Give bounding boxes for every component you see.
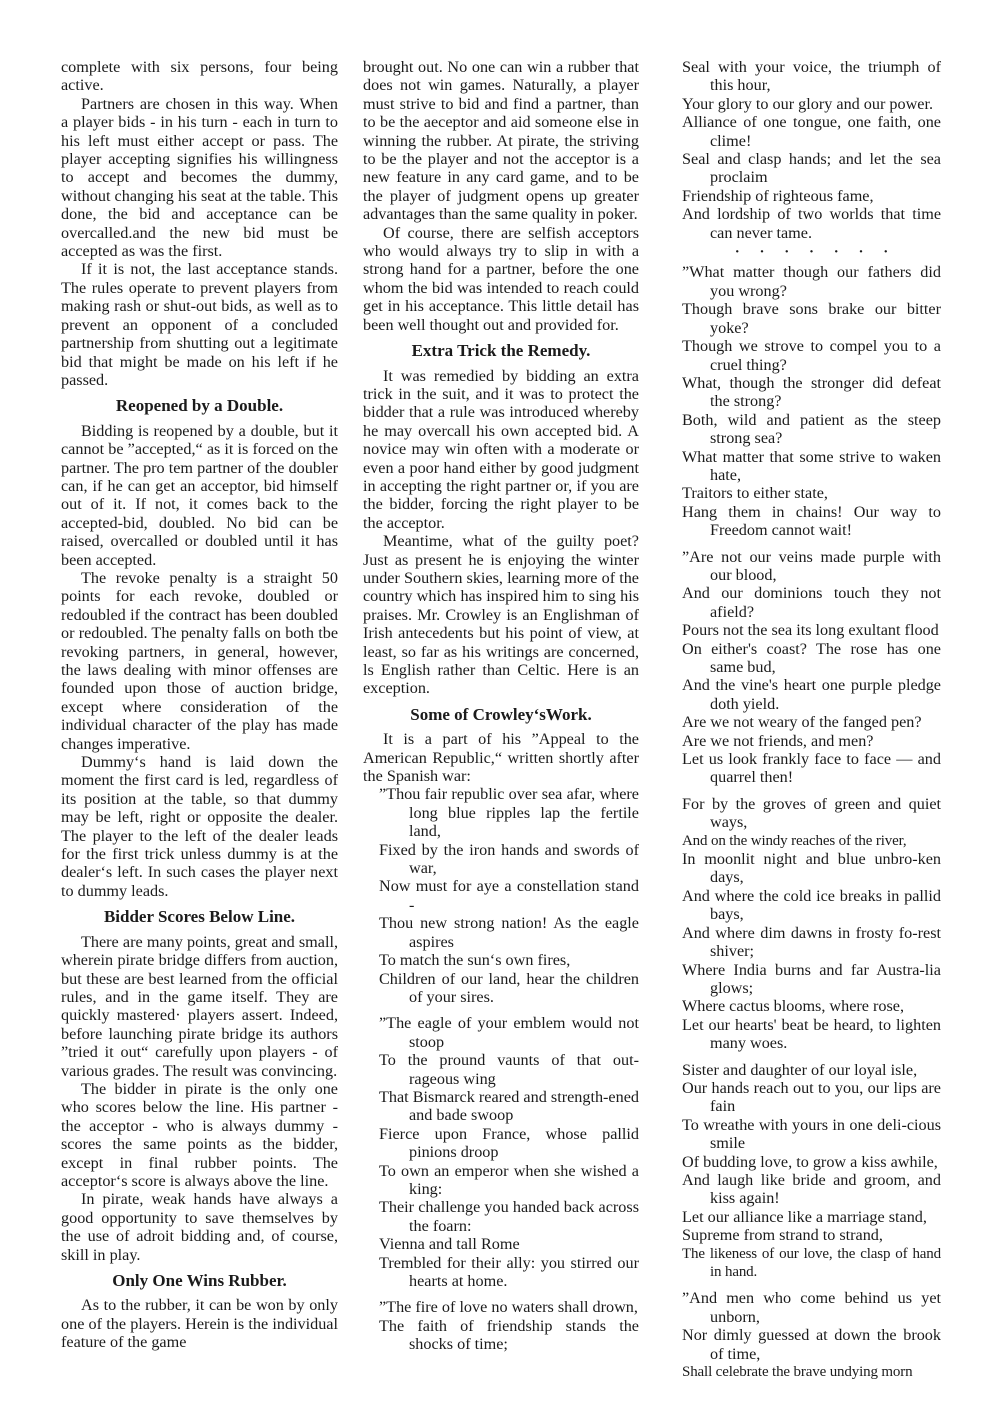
verse-line: ”Are not our veins made purple with our blood, [682, 547, 941, 584]
section-heading: Bidder Scores Below Line. [103, 907, 296, 927]
verse-line: The likeness of our love, the clasp of hand in hand. [682, 1245, 941, 1280]
dots-separator: · · · · · · · [734, 244, 889, 261]
verse-line: Now must for aye a constellation stand - [379, 877, 639, 914]
paragraph: It is a part of his ”Appeal to the American Republic,“ written shortly after the Spanish war: [363, 730, 639, 786]
section-heading: Some of Crowley‘sWork. [410, 704, 592, 724]
verse-line: To the pround vaunts of that out-rageous wing [379, 1051, 639, 1088]
verse-line: Nor dimly guessed at down the brook of time, [682, 1326, 941, 1363]
verse-line: To own an emperor when she wished a king: [379, 1161, 639, 1198]
paragraph: If it is not, the last acceptance stands. The rules operate to prevent players from making rash or shut-out bids, as well as to prevent an opponent of a concluded partnership from shutting out a legitimate bid that might be made on his left if he passed. [61, 260, 338, 389]
verse-line: Are we not weary of the fanged pen? [682, 713, 922, 732]
verse-line: Vienna and tall Rome [379, 1235, 520, 1254]
verse-line: Shall celebrate the brave undying morn [682, 1364, 913, 1381]
verse-line: Thou new strong nation! As the eagle aspires [379, 914, 639, 951]
verse-line: And our dominions touch they not afield? [682, 584, 941, 621]
verse-line: Hang them in chains! Our way to Freedom cannot wait! [682, 502, 941, 540]
verse-line: Our hands reach out to you, our lips are fain [682, 1078, 941, 1116]
paragraph: Dummy‘s hand is laid down the moment the first card is led, regardless of its position at the table, so that dummy may be left, right or opposite the dealer. The player to the left of the dealer leads for the first trick unless dummy is at the dealer‘s left. In such cases the player next to dummy leads. [61, 753, 338, 900]
verse-stanza [682, 1289, 941, 1381]
verse-line: For by the groves of green and quiet ways, [682, 794, 941, 832]
paragraph: Meantime, what of the guilty poet? Just as present he is enjoying the winter under Southern skies, learning more of the country which has inspired him to sing his praises. Mr. Crowley is an Englishman of Irish antecedents but his point of view, at least, so far as his writings are concerned, ls English rather than Celtic. Here is an exception. [363, 532, 639, 698]
verse-line: And laugh like bride and groom, and kiss again! [682, 1170, 941, 1208]
verse-line: And lordship of two worlds that time can never tame. [682, 205, 941, 242]
section-heading: Only One Wins Rubber. [112, 1271, 287, 1290]
verse-line: That Bismarck reared and strength-ened and bade swoop [379, 1087, 639, 1125]
verse-line: Though we strove to compel you to a cruel thing? [682, 337, 941, 374]
verse-line: Let our hearts' beat be heard, to lighten many woes. [682, 1015, 941, 1053]
verse-stanza [682, 548, 941, 787]
verse-stanza [682, 1061, 941, 1282]
verse-line: Seal and clasp hands; and let the sea proclaim [682, 150, 941, 187]
verse-line: Fixed by the iron hands and swords of war, [379, 840, 639, 878]
verse-line: Fierce upon France, whose pallid pinions droop [379, 1124, 639, 1162]
verse-stanza [363, 1014, 639, 1290]
verse-line: Let our alliance like a marriage stand, [682, 1207, 927, 1226]
verse-line: The faith of friendship stands the shocks of time; [379, 1316, 639, 1354]
paragraph: complete with six persons, four being active. [61, 58, 338, 95]
verse-line: Alliance of one tongue, one faith, one clime! [682, 113, 941, 150]
text-column-middle [363, 58, 639, 1354]
verse-stanza [682, 795, 941, 1053]
verse-line: Let us look frankly face to face — and quarrel then! [682, 750, 941, 787]
paragraph: brought out. No one can win a rubber that does not win games. Naturally, a player must strive to bid and find a partner, than to be the aeceptor and aid someone else in winning the rubber. At pirate, the striving to be the player and not the acceptor is a new feature in any card game, and to be the player of judgment opens up greater advantages than the same quality in poker. [363, 58, 639, 224]
verse-line: And on the windy reaches of the river, [682, 832, 907, 849]
verse-line: Your glory to our glory and our power. [682, 94, 934, 113]
verse-line: Pours not the sea its long exultant flood [682, 621, 939, 640]
verse-line: ”What matter though our fathers did you wrong? [682, 263, 941, 300]
verse-line: Children of our land, hear the children of your sires. [379, 969, 639, 1006]
paragraph: It was remedied by bidding an extra trick in the suit, and it was to protect the bidder that a rule was introduced whereby he may overcall his own accepted bid. A novice may win often with a moderate or even a poor hand either by good judgment in accepting the right partner or, if you are the bidder, forcing the right player to be the acceptor. [363, 366, 639, 532]
verse-line: Sister and daughter of our loyal isle, [682, 1060, 918, 1079]
verse-line: Friendship of righteous fame, [682, 186, 874, 205]
verse-line: What, though the stronger did defeat the strong? [682, 373, 941, 411]
verse-line: Traitors to either state, [682, 484, 828, 503]
paragraph: As to the rubber, it can be won by only one of the players. Herein is the individual feature of the game [61, 1296, 338, 1352]
verse-line: Trembled for their ally: you stirred our hearts at home. [379, 1253, 639, 1290]
verse-stanza [363, 785, 639, 1006]
verse-line: ”Thou fair republic over sea afar, where long blue ripples lap the fertile land, [379, 785, 639, 841]
verse-stanza [363, 1298, 639, 1353]
verse-line: To wreathe with yours in one deli-cious smile [682, 1115, 941, 1153]
verse-line: Supreme from strand to strand, [682, 1226, 883, 1245]
paragraph: The bidder in pirate is the only one who scores below the line. His partner - the acceptor - who is always dummy - scores the same points as the bidder, except in final rubber points. The acceptor‘s score is always above the line. [61, 1079, 338, 1190]
section-heading: Reopened by a Double. [115, 396, 284, 416]
paragraph: Partners are chosen in this way. When a player bids - in his turn - each in turn to his left must either accept or pass. The player accepting signifies his willingness to accept and becomes the dummy, without changing his seat at the table. This done, the bid and acceptance can be overcalled.and the new bid must be accepted as was the first. [61, 94, 338, 261]
verse-line: On either's coast? The rose has one same bud, [682, 639, 941, 676]
verse-line: Of budding love, to grow a kiss awhile, [682, 1152, 938, 1171]
section-heading: Extra Trick the Remedy. [411, 341, 591, 361]
paragraph: In pirate, weak hands have always a good opportunity to save themselves by the use of adroit bidding and, of course, skill in play. [61, 1190, 338, 1264]
paragraph: Of course, there are selfish acceptors who would always try to slip in with a strong hand for a partner, before the one whom the bid was intended to reach could get in his acceptance. This little detail has been well thought out and provided for. [363, 223, 639, 334]
verse-line: Seal with your voice, the triumph of this hour, [682, 58, 941, 95]
verse-stanza [682, 58, 941, 242]
paragraph: The revoke penalty is a straight 50 points for each revoke, doubled or redoubled if the contract has been doubled or redoubled. The penalty falls on both tbe revoking partners, in general, however, the laws dealing with minor offenses are founded upon those of auction bridge, except where consideration of the individual character of the play has made changes imperative. [61, 568, 338, 753]
verse-line: In moonlit night and blue unbro-ken days, [682, 850, 941, 887]
verse-line: And where the cold ice breaks in pallid bays, [682, 886, 941, 924]
text-column-left [61, 58, 338, 1352]
verse-line: Where cactus blooms, where rose, [682, 997, 905, 1016]
verse-stanza [682, 263, 941, 539]
verse-line: ”The fire of love no waters shall drown, [379, 1298, 638, 1317]
verse-line: Both, wild and patient as the steep strong sea? [682, 410, 941, 448]
verse-line: Though brave sons brake our bitter yoke? [682, 300, 941, 337]
verse-line: And the vine's heart one purple pledge doth yield. [682, 676, 941, 713]
verse-line: Are we not friends, and men? [682, 731, 874, 750]
verse-line: ”The eagle of your emblem would not stoop [379, 1014, 639, 1051]
verse-line: And where dim dawns in frosty fo-rest shiver; [682, 923, 941, 961]
paragraph: There are many points, great and small, wherein pirate bridge differs from auction, but these are best learned from the official rules, and in the game itself. They are quickly mastered· players assert. Indeed, before launching pirate bridge its authors ”tried it out“ carefully upon players - of various grades. The result was convincing. [61, 932, 338, 1080]
verse-line: What matter that some strive to waken hate, [682, 447, 941, 484]
verse-line: ”And men who come behind us yet unborn, [682, 1289, 941, 1326]
text-column-right [682, 58, 941, 1381]
verse-line: Where India burns and far Austra-lia glows; [682, 960, 941, 997]
verse-line: Their challenge you handed back across the foarn: [379, 1198, 639, 1235]
paragraph: Bidding is reopened by a double, but it cannot be ”accepted,“ as it is forced on the partner. The pro tem partner of the doubler can, if he can get an acceptor, bid himself out of it. If not, it comes back to the accepted-bid, doubled. No bid can be raised, overcalled or doubled until it has been accepted. [61, 421, 338, 569]
verse-line: To match the sun‘s own fires, [379, 951, 571, 970]
